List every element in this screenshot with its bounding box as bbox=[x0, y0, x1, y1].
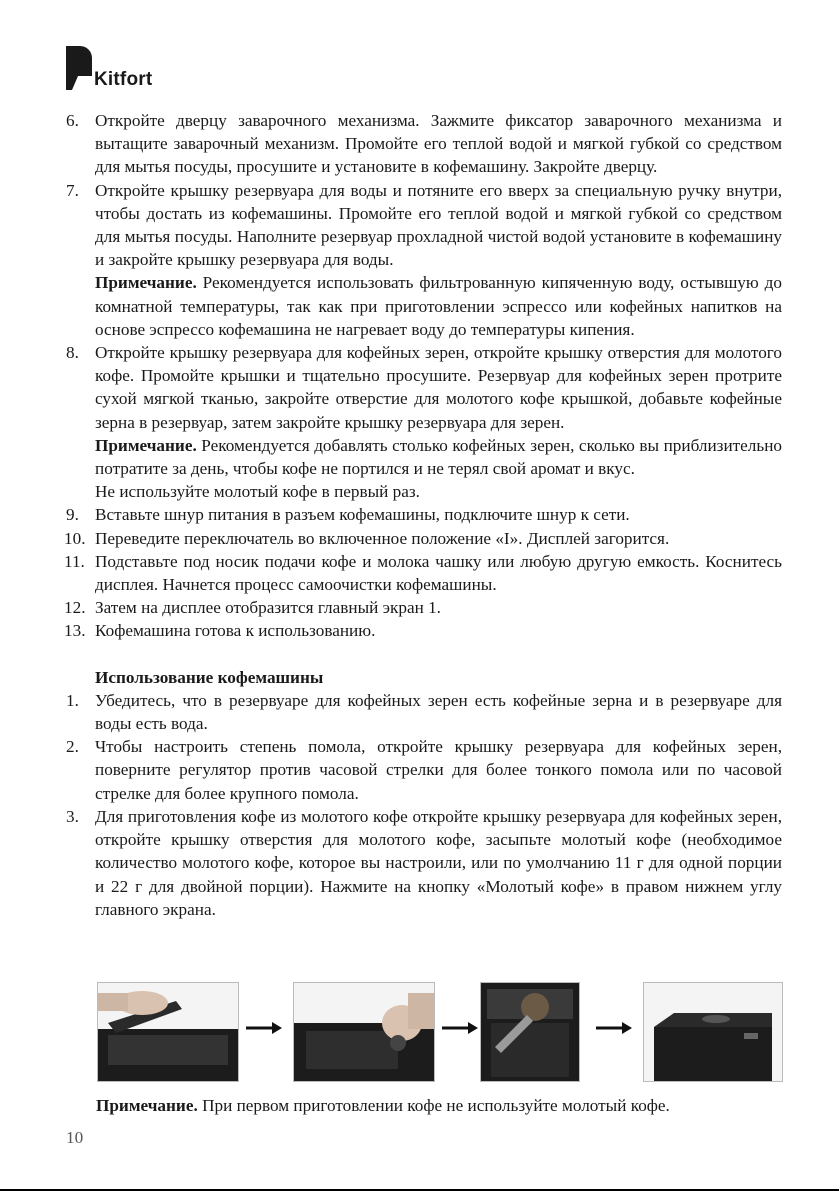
step-number: 2. bbox=[66, 737, 79, 757]
step-extra: Не используйте молотый кофе в первый раз. bbox=[95, 482, 420, 502]
step-number: 3. bbox=[66, 806, 79, 826]
step-number: 13. bbox=[64, 621, 86, 641]
step-10 bbox=[66, 527, 782, 550]
photo-add-coffee bbox=[293, 982, 435, 1082]
step-text: Откройте дверцу заварочного механизма. Зажмите фиксатор заварочного механизма и вытащите заварочный механизм. Промойте его теплой водой и мягкой губкой со средством для мытья посуды, просушите и установите в кофемашину. Закройте дверцу. bbox=[95, 111, 782, 177]
step-8 bbox=[66, 341, 782, 503]
usage-step-3 bbox=[66, 805, 782, 921]
step-text: Для приготовления кофе из молотого кофе откройте крышку резервуара для кофейных зерен, откройте крышку отверстия для молотого кофе, засыпьте молотый кофе (необходимое количество молотого кофе, которое вы настроили, или по умолчанию 11 г для одной порции и 22 г для двойной порции). Нажмите на кнопку «Молотый кофе» в правом нижнем углу главного экрана. bbox=[95, 806, 782, 919]
step-number: 1. bbox=[66, 690, 79, 710]
step-7 bbox=[66, 179, 782, 341]
step-text: Переведите переключатель во включенное положение «I». Дисплей загорится. bbox=[95, 528, 670, 548]
step-number: 12. bbox=[64, 598, 86, 618]
note-label: Примечание. bbox=[96, 1096, 198, 1115]
step-text: Затем на дисплее отобразится главный экран 1. bbox=[95, 598, 441, 618]
step-text: Вставьте шнур питания в разъем кофемашины, подключите шнур к сети. bbox=[95, 505, 630, 525]
arrow-right-icon bbox=[246, 1021, 282, 1035]
arrow-right-icon bbox=[596, 1021, 632, 1035]
step-note bbox=[95, 434, 782, 480]
bottom-note bbox=[96, 1094, 670, 1117]
usage-step-2 bbox=[66, 735, 782, 805]
step-number: 10. bbox=[64, 528, 86, 548]
step-text: Чтобы настроить степень помола, откройте крышку резервуара для кофейных зерен, поверните регулятор против часовой стрелки для более тонкого помола или по часовой стрелке для более крупного помола. bbox=[95, 737, 782, 803]
step-number: 8. bbox=[66, 343, 79, 363]
note-label: Примечание. bbox=[95, 435, 197, 455]
step-number: 9. bbox=[66, 505, 79, 525]
note-text: Рекомендуется добавлять столько кофейных зерен, сколько вы приблизительно потратите за день, чтобы кофе не портился и не терял свой аромат и вкус. bbox=[95, 435, 782, 479]
section-heading: Использование кофемашины bbox=[95, 667, 324, 687]
photo-scoop bbox=[480, 982, 580, 1082]
instruction-photos bbox=[97, 982, 783, 1082]
step-text: Кофемашина готова к использованию. bbox=[95, 621, 376, 641]
note-label: Примечание. bbox=[95, 273, 197, 293]
photo-closed-lid bbox=[643, 982, 783, 1082]
step-text: Откройте крышку резервуара для кофейных зерен, откройте крышку отверстия для молотого кофе. Промойте крышки и тщательно просушите. Резервуар для кофейных зерен протрите сухой мягкой тканью, закройте отверстие для молотого кофе крышкой, добавьте кофейные зерна в резервуар, затем закройте крышку резервуара для зерен. bbox=[95, 343, 782, 432]
step-number: 11. bbox=[64, 551, 85, 571]
step-text: Убедитесь, что в резервуаре для кофейных зерен есть кофейные зерна и в резервуаре для воды есть вода. bbox=[95, 690, 782, 734]
step-number: 7. bbox=[66, 180, 79, 200]
usage-step-1 bbox=[66, 689, 782, 735]
bottom-rule bbox=[0, 1189, 839, 1191]
brand-name: Kitfort bbox=[94, 69, 153, 90]
arrow-right-icon bbox=[442, 1021, 478, 1035]
photo-open-lid bbox=[97, 982, 239, 1082]
step-11 bbox=[66, 550, 782, 596]
note-text: При первом приготовлении кофе не используйте молотый кофе. bbox=[197, 1096, 670, 1115]
step-9 bbox=[66, 503, 782, 526]
note-text: Рекомендуется использовать фильтрованную кипяченную воду, остывшую до комнатной температуры, так как при приготовлении эспрессо или кофейных напитков на основе эспрессо кофемашина не нагревает воду до температуры кипения. bbox=[95, 273, 782, 339]
step-note bbox=[95, 271, 782, 341]
kitfort-logo-icon bbox=[66, 46, 92, 90]
step-number: 6. bbox=[66, 111, 79, 130]
document-body bbox=[66, 109, 782, 921]
step-12 bbox=[66, 596, 782, 619]
brand-logo bbox=[66, 46, 152, 90]
step-text: Откройте крышку резервуара для воды и потяните его вверх за специальную ручку внутри, чтобы достать из кофемашины. Промойте его теплой водой и мягкой губкой со средством для мытья посуды. Наполните резервуар прохладной чистой водой установите в кофемашину и закройте крышку резервуара для воды. bbox=[95, 180, 782, 270]
page-number: 10 bbox=[66, 1128, 84, 1147]
step-6 bbox=[66, 109, 782, 179]
step-13 bbox=[66, 619, 782, 642]
step-text: Подставьте под носик подачи кофе и молока чашку или любую другую емкость. Коснитесь дисплея. Начнется процесс самоочистки кофемашины. bbox=[95, 551, 782, 595]
